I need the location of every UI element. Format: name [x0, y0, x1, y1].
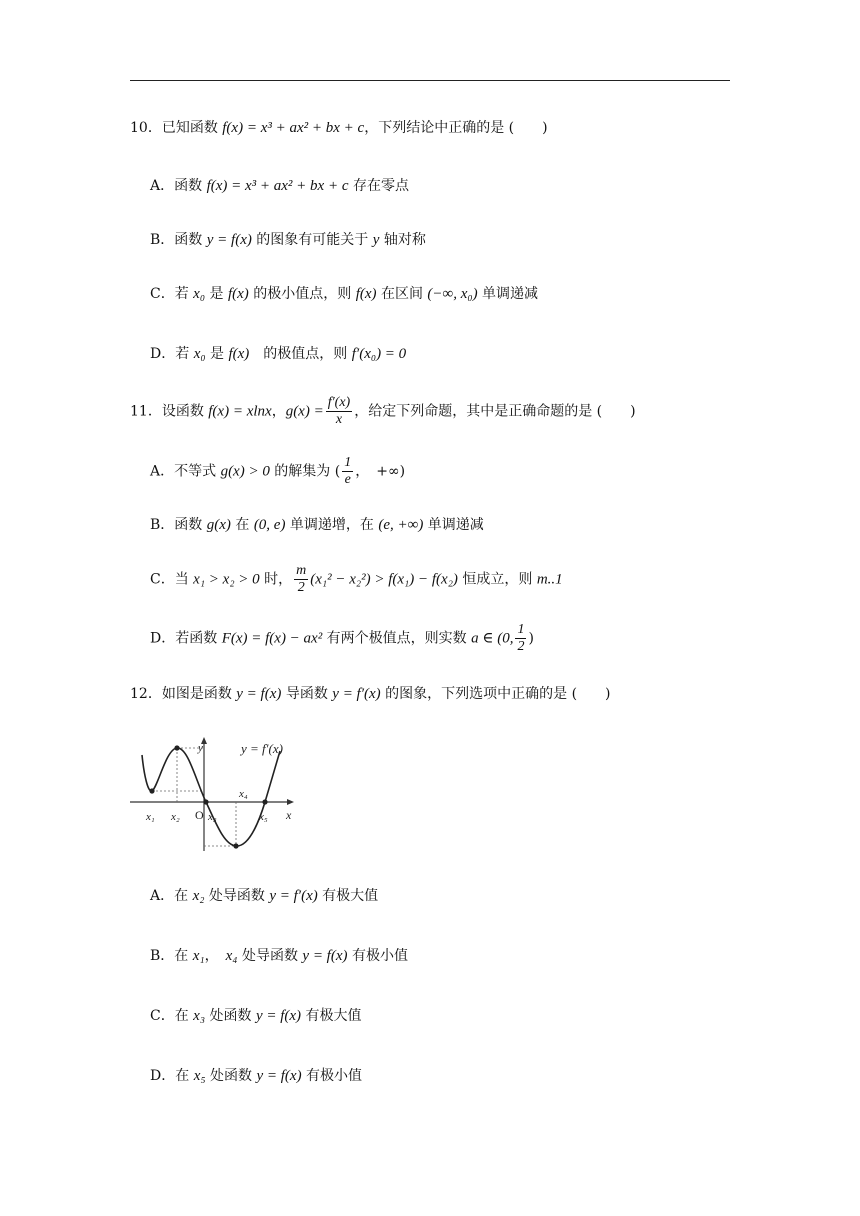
question-10-option-d	[150, 344, 406, 364]
stem-text: 11．设函数	[130, 403, 209, 420]
fraction-numerator: 1	[517, 622, 525, 637]
x-axis-label: x	[286, 808, 292, 822]
option-text: A．函数	[150, 178, 207, 194]
option-text: 有两个极值点，则实数	[322, 630, 472, 647]
option-math: m..1	[536, 571, 563, 588]
question-12-option-d	[150, 1066, 362, 1086]
option-math: g(x) > 0	[220, 463, 270, 480]
question-12-option-b	[150, 946, 408, 966]
stem-text: 12．如图是函数	[130, 686, 237, 702]
fraction-denominator: x	[335, 412, 343, 427]
question-11-option-c	[150, 563, 563, 596]
fraction-denominator: 2	[297, 580, 305, 595]
option-math: x₀	[193, 346, 206, 362]
option-math: x₀	[193, 286, 206, 302]
question-10-option-a	[150, 176, 409, 196]
option-text: 的极小值点，则	[248, 286, 356, 302]
question-11-option-a	[150, 455, 405, 488]
option-math: x₅	[193, 1068, 206, 1084]
fraction-denominator: 2	[517, 639, 525, 654]
x2-label: x₂	[171, 811, 180, 823]
option-math: (x₁² − x₂²) > f(x₁) − f(x₂)	[310, 571, 458, 588]
fraction	[515, 622, 526, 655]
option-math: f(x) = x³ + ax² + bx + c	[206, 178, 349, 194]
question-11-option-b	[150, 515, 484, 535]
fraction-denominator: e	[344, 472, 351, 487]
fraction-numerator: 1	[344, 455, 352, 470]
option-text: D．在	[150, 1068, 194, 1084]
option-text: A．在	[150, 888, 193, 904]
option-text: C．在	[150, 1008, 194, 1024]
fraction-numerator: f′(x)	[327, 395, 351, 410]
option-math: y = f(x)	[256, 1068, 302, 1084]
fraction	[342, 455, 353, 488]
option-math: y = f(x)	[302, 948, 348, 964]
option-text: 是	[205, 286, 228, 302]
option-math: F(x) = f(x) − ax²	[221, 630, 323, 647]
stem-text: 的图象，下列选项中正确的是 ( )	[380, 686, 611, 702]
option-math: y = f′(x)	[269, 888, 318, 904]
option-text: B．函数	[150, 517, 207, 533]
option-text: 有极大值	[301, 1008, 362, 1024]
stem-math: y = f′(x)	[332, 686, 381, 702]
option-text: B．函数	[150, 232, 207, 248]
derivative-curve	[142, 748, 280, 846]
header-rule	[130, 80, 730, 81]
option-math: y	[372, 232, 380, 248]
point-x2	[174, 745, 179, 750]
option-text: 在	[230, 517, 254, 533]
derivative-graph	[128, 735, 300, 853]
option-text: 的图象有可能关于	[251, 232, 373, 248]
option-text: D．若函数	[150, 630, 222, 647]
y-axis-label: y	[198, 742, 203, 754]
option-math: f(x)	[355, 286, 377, 302]
stem-text: ，给定下列命题，其中是正确命题的是 ( )	[354, 403, 636, 420]
option-math: f′(x₀) = 0	[351, 346, 407, 362]
option-text: C．当	[150, 571, 194, 588]
x1-label: x₁	[146, 811, 155, 823]
fraction-numerator: m	[296, 563, 307, 578]
option-math: a ∈ (0,	[471, 630, 514, 647]
point-min	[233, 843, 238, 848]
stem-text: ，	[271, 403, 286, 420]
question-11-option-d	[150, 622, 534, 655]
option-text: 单调递减	[477, 286, 539, 302]
option-math: f(x)	[227, 286, 249, 302]
option-text: 恒成立，则	[457, 571, 537, 588]
option-text: 轴对称	[379, 232, 426, 248]
option-math: (0, e)	[253, 517, 286, 533]
x-axis-arrow	[287, 799, 294, 805]
option-text: 有极小值	[301, 1068, 363, 1084]
option-math: g(x)	[206, 517, 231, 533]
option-math: x₁	[192, 948, 205, 964]
option-text: A．不等式	[150, 463, 221, 480]
option-math: x₄	[225, 948, 238, 964]
option-text: 处函数	[205, 1068, 257, 1084]
option-text: 单调递增，在	[285, 517, 379, 533]
fraction	[326, 395, 353, 428]
option-text: 时，	[259, 571, 293, 588]
stem-text: 10．已知函数	[130, 120, 223, 136]
option-text: 的解集为 (	[269, 463, 341, 480]
question-10-option-c	[150, 284, 538, 304]
question-10-stem	[130, 118, 548, 138]
question-11-stem	[130, 395, 636, 428]
point-x5	[262, 799, 267, 804]
question-12-option-c	[150, 1006, 362, 1026]
option-text: 有极大值	[317, 888, 379, 904]
x3-label: x₃	[208, 811, 217, 823]
question-12-option-a	[150, 886, 378, 906]
option-text: )	[528, 630, 534, 647]
stem-text: 导函数	[281, 686, 333, 702]
option-text: 有极小值	[347, 948, 408, 964]
point-x3	[203, 799, 208, 804]
option-math: x₃	[193, 1008, 206, 1024]
curve-label: y = f′(x)	[241, 741, 283, 756]
option-math: y = f(x)	[255, 1008, 302, 1024]
option-math: (−∞, x₀)	[427, 286, 478, 302]
fraction	[294, 563, 308, 596]
option-text: 在区间	[376, 286, 428, 302]
stem-math: f(x) = x³ + ax² + bx + c	[222, 120, 365, 136]
stem-math: y = f(x)	[236, 686, 282, 702]
option-text: 是	[205, 346, 229, 362]
option-text: 单调递减	[423, 517, 484, 533]
option-text: ， +∞)	[355, 463, 406, 480]
option-text: B．在	[150, 948, 193, 964]
question-10-option-b	[150, 230, 426, 250]
option-text: 存在零点	[348, 178, 409, 194]
point-x1	[149, 788, 154, 793]
option-text: 处导函数	[237, 948, 303, 964]
stem-math: f(x) = xlnx	[208, 403, 272, 420]
x5-label: x₅	[259, 811, 268, 823]
option-math: x₁ > x₂ > 0	[193, 571, 260, 588]
question-12-stem	[130, 684, 611, 704]
option-math: y = f(x)	[206, 232, 252, 248]
option-text: 处导函数	[204, 888, 270, 904]
stem-math: g(x) =	[285, 403, 324, 420]
option-text: ，	[204, 948, 226, 964]
option-text: D．若	[150, 346, 194, 362]
stem-text: ，下列结论中正确的是 ( )	[364, 120, 548, 136]
option-math: (e, +∞)	[378, 517, 424, 533]
origin-label: O	[195, 808, 204, 822]
option-text: 的极值点，则	[249, 346, 352, 362]
option-math: f(x)	[228, 346, 250, 362]
option-text: 处函数	[205, 1008, 256, 1024]
option-math: x₂	[192, 888, 205, 904]
option-text: C．若	[150, 286, 194, 302]
x4-label: x₄	[239, 788, 248, 800]
